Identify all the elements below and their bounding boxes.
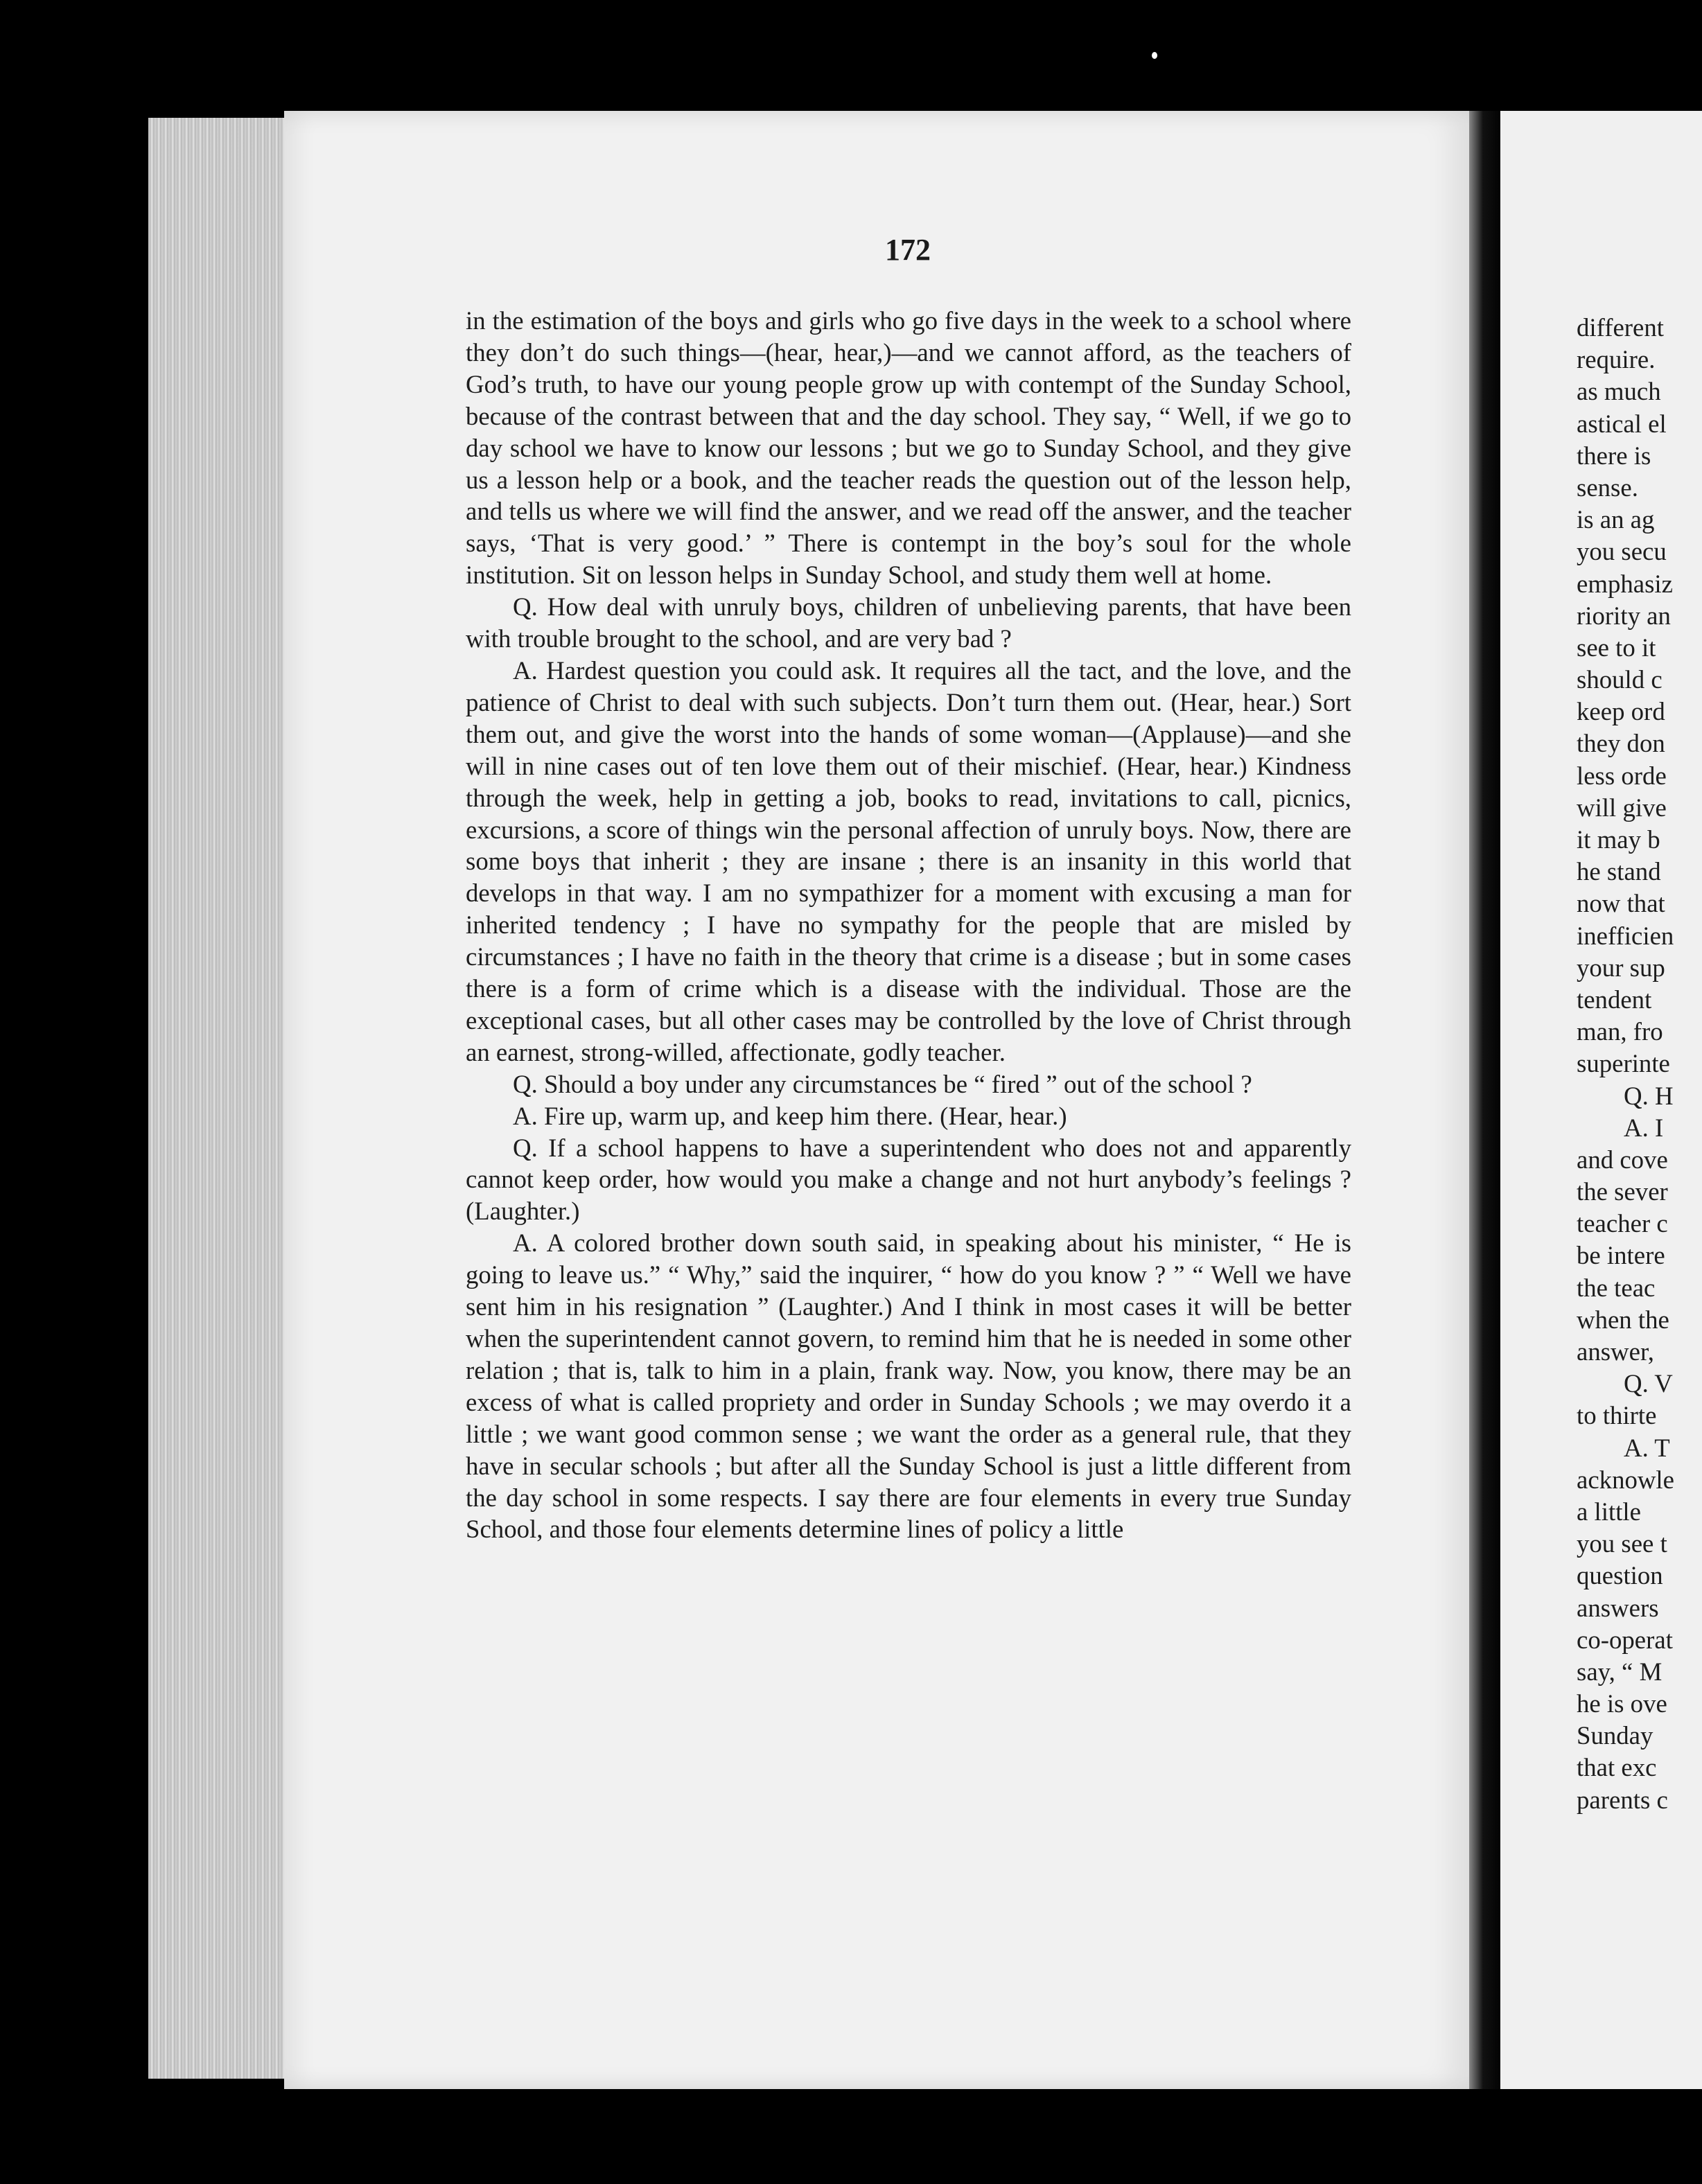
paragraph: in the estimation of the boys and girls who go five days in the week to a school where they don’t do such things—(hear, hear,)—and we cannot afford, as the teachers of God’s truth, to have our young people grow up with contempt of the Sunday School, because of the contrast between that and the day school. They say, “ Well, if we go to day school we have to know our lessons ; but we go to Sunday School, and they give us a lesson help or a book, and the teacher reads the question out of the lesson help, and tells us where we will find the answer, and we read off the answer, and the teacher says, ‘That is very good.’ ” There is contempt in the boy’s soul for the whole institution. Sit on lesson helps in Sunday School, and study them well at home. (466, 306, 1351, 590)
right-page-line: sense. (1577, 473, 1638, 502)
paragraph: A. A colored brother down south said, in speaking about his minister, “ He is going to leave us.” “ Why,” said the inquirer, “ how do you know ? ” “ Well we have sent him in his resignation ” (Laughter.) And I think in most cases it will be better when the superintendent cannot govern, to remind him that he is needed in some other relation ; that is, talk to him in a plain, frank way. Now, you know, there may be an excess of what is called propriety and order in Sunday Schools ; we may overdo it a little ; we want good common sense ; we want the order as a general rule, that they have in secular schools ; but after all the Sunday School is just a little different from the day school in some respects. I say there are four elements in every true Sunday School, and those four elements determine lines of policy a little (466, 1228, 1351, 1544)
right-page-line: there is (1577, 441, 1651, 470)
left-page-body (466, 305, 1351, 1545)
right-page-line: keep ord (1577, 697, 1665, 726)
right-page-line: see to it (1577, 633, 1656, 662)
right-page-line: A. I (1624, 1113, 1664, 1142)
right-page-text (1577, 312, 1702, 1816)
right-page-line: to thirte (1577, 1401, 1657, 1430)
right-page-line: Q. H (1624, 1081, 1674, 1110)
book-gutter (1469, 111, 1504, 2089)
right-page-line: emphasiz (1577, 569, 1673, 598)
right-page-line: be intere (1577, 1241, 1665, 1270)
right-page (1500, 111, 1702, 2089)
right-page-line: superinte (1577, 1049, 1670, 1078)
paragraph: Q. Should a boy under any circumstances be “ fired ” out of the school ? (513, 1069, 1252, 1098)
right-page-line: require. (1577, 345, 1656, 374)
right-page-line: riority an (1577, 601, 1671, 630)
right-page-line: is an ag (1577, 505, 1655, 534)
right-page-line: question (1577, 1561, 1663, 1590)
right-page-line: A. T (1624, 1433, 1670, 1462)
right-page-line: say, “ M (1577, 1657, 1662, 1686)
right-page-line: tendent (1577, 985, 1652, 1014)
paragraph: Q. How deal with unruly boys, children of unbelieving parents, that have been with trouble brought to the school, and are very bad ? (466, 592, 1351, 653)
right-page-line: and cove (1577, 1145, 1668, 1174)
right-page-line: it may b (1577, 825, 1660, 854)
right-page-line: they don (1577, 729, 1665, 758)
right-page-line: answer, (1577, 1337, 1654, 1366)
paragraph: A. Fire up, warm up, and keep him there. (Hear, hear.) (513, 1101, 1067, 1130)
right-page-line: your sup (1577, 953, 1665, 982)
right-page-line: you secu (1577, 537, 1667, 566)
right-page-line: astical el (1577, 409, 1667, 438)
right-page-line: that exc (1577, 1753, 1657, 1782)
right-page-line: as much (1577, 377, 1661, 406)
right-page-line: should c (1577, 665, 1662, 694)
paragraph: A. Hardest question you could ask. It requires all the tact, and the love, and the patience of Christ to deal with such subjects. Don’t turn them out. (Hear, hear.) Sort them out, and give the worst into the hands of some woman—(Applause)—and she will in nine cases out of ten love them out of their mischief. (Hear, hear.) Kindness through the week, help in getting a job, books to read, invitations to call, picnics, excursions, a score of things win the personal affection of unruly boys. Now, there are some boys that inherit ; they are insane ; there is an insanity in this world that develops in that way. I am no sympathizer for a moment with excusing a man for inherited tendency ; I have no sympathy for the people that are misled by circumstances ; I have no faith in the theory that crime is a disease ; but in some cases there is a form of crime which is a disease with the individual. Those are the exceptional cases, but all other cases may be controlled by the love of Christ through an earnest, strong-willed, affectionate, godly teacher. (466, 655, 1351, 1066)
right-page-line: Q. V (1624, 1369, 1673, 1398)
right-page-line: answers (1577, 1593, 1659, 1622)
right-page-line: you see t (1577, 1529, 1667, 1558)
right-page-line: less orde (1577, 761, 1667, 790)
right-page-line: Sunday (1577, 1721, 1653, 1750)
right-page-line: when the (1577, 1305, 1669, 1334)
paragraph: Q. If a school happens to have a superintendent who does not and apparently cannot keep order, how would you make a change and not hurt anybody’s feelings ? (Laughter.) (466, 1133, 1351, 1226)
right-page-line: acknowle (1577, 1465, 1674, 1494)
right-page-line: a little (1577, 1497, 1641, 1526)
right-page-line: the teac (1577, 1273, 1656, 1302)
right-page-line: the sever (1577, 1177, 1668, 1206)
right-page-line: inefficien (1577, 921, 1674, 950)
right-page-line: he is ove (1577, 1689, 1667, 1718)
right-page-line: parents c (1577, 1785, 1668, 1814)
right-page-line: co-operat (1577, 1625, 1673, 1654)
dust-speck (1152, 52, 1157, 59)
right-page-line: he stand (1577, 857, 1661, 886)
right-page-line: now that (1577, 889, 1665, 918)
right-page-line: teacher c (1577, 1209, 1668, 1238)
book-page-edges (148, 118, 287, 2079)
page-number: 172 (885, 233, 931, 267)
right-page-line: different (1577, 313, 1665, 342)
right-page-line: man, fro (1577, 1017, 1663, 1046)
right-page-line: will give (1577, 793, 1667, 822)
